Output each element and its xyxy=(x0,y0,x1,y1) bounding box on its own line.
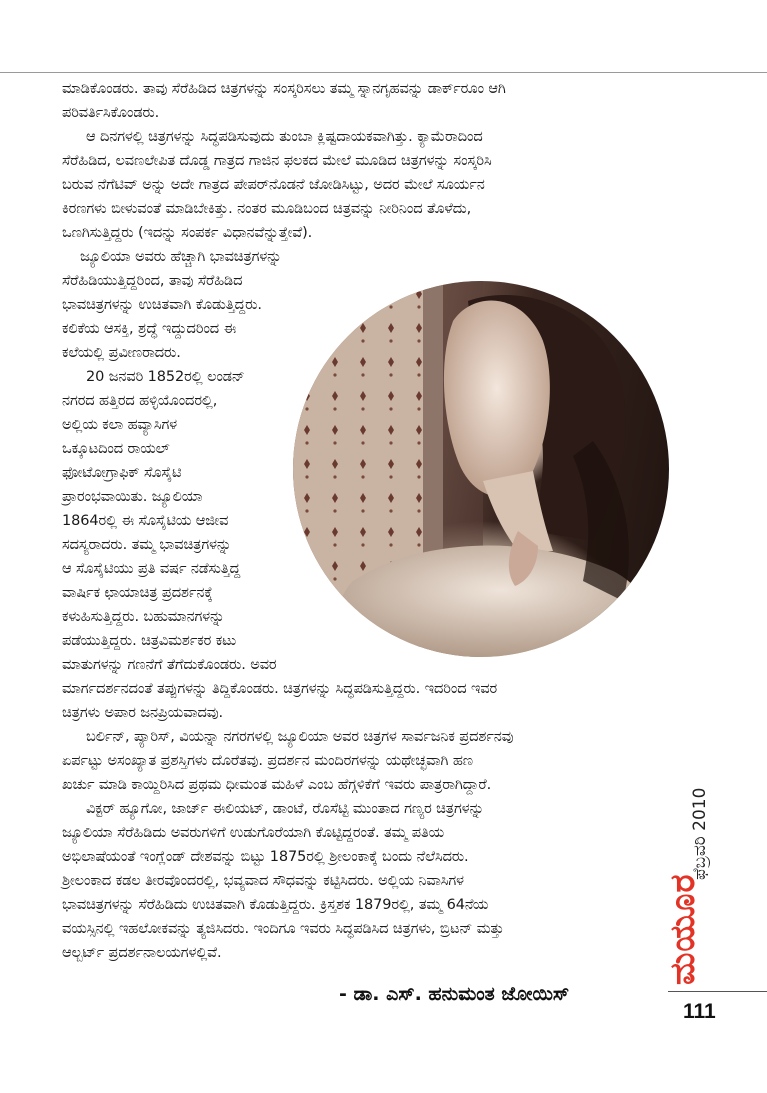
text-line: ಪಡೆಯುತ್ತಿದ್ದರು. ಚಿತ್ರವಿಮರ್ಶಕರ ಕಟು xyxy=(62,633,237,649)
text-line: ಏರ್ಪಟ್ಟು ಅಸಂಖ್ಯಾತ ಪ್ರಶಸ್ತಿಗಳು ದೊರೆತವು. ಪ್ರದರ್ಶನ ಮಂದಿರಗಳನ್ನು ಯಥೇಚ್ಛವಾಗಿ ಹಣ xyxy=(62,753,473,769)
text-line: ಜ್ಯೂಲಿಯಾ ಸೆರೆಹಿಡಿದು ಅವರುಗಳಿಗೆ ಉಡುಗೊರೆಯಾಗಿ ಕೊಟ್ಟಿದ್ದರಂತೆ. ತಮ್ಮ ಪತಿಯ xyxy=(62,825,445,841)
text-line: ಸೆರೆಹಿಡಿದ, ಲವಣಲೇಪಿತ ದೊಡ್ಡ ಗಾತ್ರದ ಗಾಜಿನ ಫಲಕದ ಮೇಲೆ ಮೂಡಿದ ಚಿತ್ರಗಳನ್ನು ಸಂಸ್ಕರಿಸಿ xyxy=(62,153,492,169)
text-line: ಜ್ಯೂಲಿಯಾ ಅವರು ಹೆಚ್ಚಾಗಿ ಭಾವಚಿತ್ರಗಳನ್ನು xyxy=(80,249,282,265)
text-line: ಮಾಡಿಕೊಂಡರು. ತಾವು ಸೆರೆಹಿಡಿದ ಚಿತ್ರಗಳನ್ನು ಸಂಸ್ಕರಿಸಲು ತಮ್ಮ ಸ್ನಾನಗೃಹವನ್ನು ಡಾರ್ಕ್‌ರೂಂ ಆಗಿ xyxy=(62,81,506,97)
text-line: 1864ರಲ್ಲಿ ಈ ಸೊಸೈಟಿಯ ಆಜೀವ xyxy=(62,513,229,529)
magazine-title: ಮಯೂರ xyxy=(663,873,703,985)
page-number: 111 xyxy=(683,1000,716,1023)
text-line: ಅಭಿಲಾಷೆಯಂತೆ ಇಂಗ್ಲೆಂಡ್ ದೇಶವನ್ನು ಬಿಟ್ಟು 1875ರಲ್ಲಿ ಶ್ರೀಲಂಕಾಕ್ಕೆ ಬಂದು ನೆಲೆಸಿದರು. xyxy=(62,849,469,865)
text-line: ಖರ್ಚು ಮಾಡಿ ಕಾಯ್ದಿರಿಸಿದ ಪ್ರಥಮ ಧೀಮಂತ ಮಹಿಳೆ ಎಂಬ ಹೆಗ್ಗಳಿಕೆಗೆ ಇವರು ಪಾತ್ರರಾಗಿದ್ದಾರೆ. xyxy=(62,777,492,793)
text-line: ವಿಕ್ಟರ್ ಹ್ಯೂಗೋ, ಜಾರ್ಜ್ ಈಲಿಯಟ್, ಡಾಂಟೆ, ರೊಸೆಟ್ಟಿ ಮುಂತಾದ ಗಣ್ಯರ ಚಿತ್ರಗಳನ್ನು xyxy=(86,801,485,817)
text-line: ಆ ದಿನಗಳಲ್ಲಿ ಚಿತ್ರಗಳನ್ನು ಸಿದ್ಧಪಡಿಸುವುದು ತುಂಬಾ ಕ್ಲಿಷ್ಟದಾಯಕವಾಗಿತ್ತು. ಕ್ಯಾಮೆರಾದಿಂದ xyxy=(86,129,483,145)
text-line: ವಯಸ್ಸಿನಲ್ಲಿ ಇಹಲೋಕವನ್ನು ತ್ಯಜಿಸಿದರು. ಇಂದಿಗೂ ಇವರು ಸಿದ್ಧಪಡಿಸಿದ ಚಿತ್ರಗಳು, ಬ್ರಿಟನ್ ಮತ್ತು xyxy=(62,921,504,937)
text-line: ಅಲ್ಲಿಯ ಕಲಾ ಹವ್ಯಾಸಿಗಳ xyxy=(62,417,177,433)
text-line: ಒಕ್ಕೂಟದಿಂದ ರಾಯಲ್ xyxy=(62,441,170,457)
text-line: ಆಲ್ಬರ್ಟ್ ಪ್ರದರ್ಶನಾಲಯಗಳಲ್ಲಿವೆ. xyxy=(62,945,222,961)
text-line: ವಾರ್ಷಿಕ ಛಾಯಾಚಿತ್ರ ಪ್ರದರ್ಶನಕ್ಕೆ xyxy=(62,585,213,601)
text-line: ಒಣಗಿಸುತ್ತಿದ್ದರು (ಇದನ್ನು ಸಂಪರ್ಕ ವಿಧಾನವೆನ್ನುತ್ತೇವೆ). xyxy=(62,225,313,241)
text-line: ಕಳುಹಿಸುತ್ತಿದ್ದರು. ಬಹುಮಾನಗಳನ್ನು xyxy=(62,609,225,625)
text-line: ಸದಸ್ಯರಾದರು. ತಮ್ಮ ಭಾವಚಿತ್ರಗಳನ್ನು xyxy=(62,537,232,553)
text-line: ಸೆರೆಹಿಡಿಯುತ್ತಿದ್ದರಿಂದ, ತಾವು ಸೆರೆಹಿಡಿದ xyxy=(62,273,243,289)
footer-rule xyxy=(668,991,767,992)
text-line: ಮಾರ್ಗದರ್ಶನದಂತೆ ತಪ್ಪುಗಳನ್ನು ತಿದ್ದಿಕೊಂಡರು. ಚಿತ್ರಗಳನ್ನು ಸಿದ್ಧಪಡಿಸುತ್ತಿದ್ದರು. ಇದರಿಂದ ಇವರ xyxy=(62,681,498,697)
text-line: ಪರಿವರ್ತಿಸಿಕೊಂಡರು. xyxy=(62,105,160,121)
text-line: 20 ಜನವರಿ 1852ರಲ್ಲಿ ಲಂಡನ್ xyxy=(86,369,245,385)
text-line: ಫೋಟೋಗ್ರಾಫಿಕ್ ಸೊಸೈಟಿ xyxy=(62,465,182,481)
text-line: ಕಲೆಯಲ್ಲಿ ಪ್ರವೀಣರಾದರು. xyxy=(62,345,181,361)
issue-date: ಫೆಬ್ರವರಿ 2010 xyxy=(690,787,710,880)
text-line: ನಗರದ ಹತ್ತಿರದ ಹಳ್ಳಿಯೊಂದರಲ್ಲಿ, xyxy=(62,393,218,409)
text-line: ಭಾವಚಿತ್ರಗಳನ್ನು ಸೆರೆಹಿಡಿದು ಉಚಿತವಾಗಿ ಕೊಡುತ್ತಿದ್ದರು. ಕ್ರಿಸ್ತಶಕ 1879ರಲ್ಲಿ, ತಮ್ಮ 64ನೆಯ xyxy=(62,897,489,913)
text-line: ಕಲಿಕೆಯ ಆಸಕ್ತಿ, ಶ್ರದ್ಧೆ ಇದ್ದುದರಿಂದ ಈ xyxy=(62,321,237,337)
text-line: ಪ್ರಾರಂಭವಾಯಿತು. ಜ್ಯೂಲಿಯಾ xyxy=(62,489,203,505)
text-line: ಭಾವಚಿತ್ರಗಳನ್ನು ಉಚಿತವಾಗಿ ಕೊಡುತ್ತಿದ್ದರು. xyxy=(62,297,262,313)
text-line: ಚಿತ್ರಗಳು ಅಪಾರ ಜನಪ್ರಿಯವಾದವು. xyxy=(62,705,224,721)
text-line: ಬರುವ ನೆಗೆಟಿವ್ ಅನ್ನು ಅದೇ ಗಾತ್ರದ ಪೇಪರ್‌ನೊಡನೆ ಜೋಡಿಸಿಟ್ಟು, ಅದರ ಮೇಲೆ ಸೂರ್ಯನ xyxy=(62,177,485,193)
author-byline: - ಡಾ. ಎಸ್. ಹನುಮಂತ ಜೋಯಿಸ್ xyxy=(339,983,570,1005)
text-line: ಕಿರಣಗಳು ಬೀಳುವಂತೆ ಮಾಡಿಬೇಕಿತ್ತು. ನಂತರ ಮೂಡಿಬಂದ ಚಿತ್ರವನ್ನು ನೀರಿನಿಂದ ತೊಳೆದು, xyxy=(62,201,472,217)
text-line: ಮಾತುಗಳನ್ನು ಗಣನೆಗೆ ತೆಗೆದುಕೊಂಡರು. ಅವರ xyxy=(62,657,277,673)
text-line: ಆ ಸೊಸೈಟಿಯು ಪ್ರತಿ ವರ್ಷ ನಡೆಸುತ್ತಿದ್ದ xyxy=(62,561,241,577)
portrait-photo xyxy=(293,281,669,657)
text-line: ಶ್ರೀಲಂಕಾದ ಕಡಲ ತೀರವೊಂದರಲ್ಲಿ, ಭವ್ಯವಾದ ಸೌಧವನ್ನು ಕಟ್ಟಿಸಿದರು. ಅಲ್ಲಿಯ ನಿವಾಸಿಗಳ xyxy=(62,873,464,889)
text-line: ಬರ್ಲಿನ್, ಪ್ಯಾರಿಸ್, ವಿಯನ್ನಾ ನಗರಗಳಲ್ಲಿ ಜ್ಯೂಲಿಯಾ ಅವರ ಚಿತ್ರಗಳ ಸಾರ್ವಜನಿಕ ಪ್ರದರ್ಶನವು xyxy=(86,729,514,745)
